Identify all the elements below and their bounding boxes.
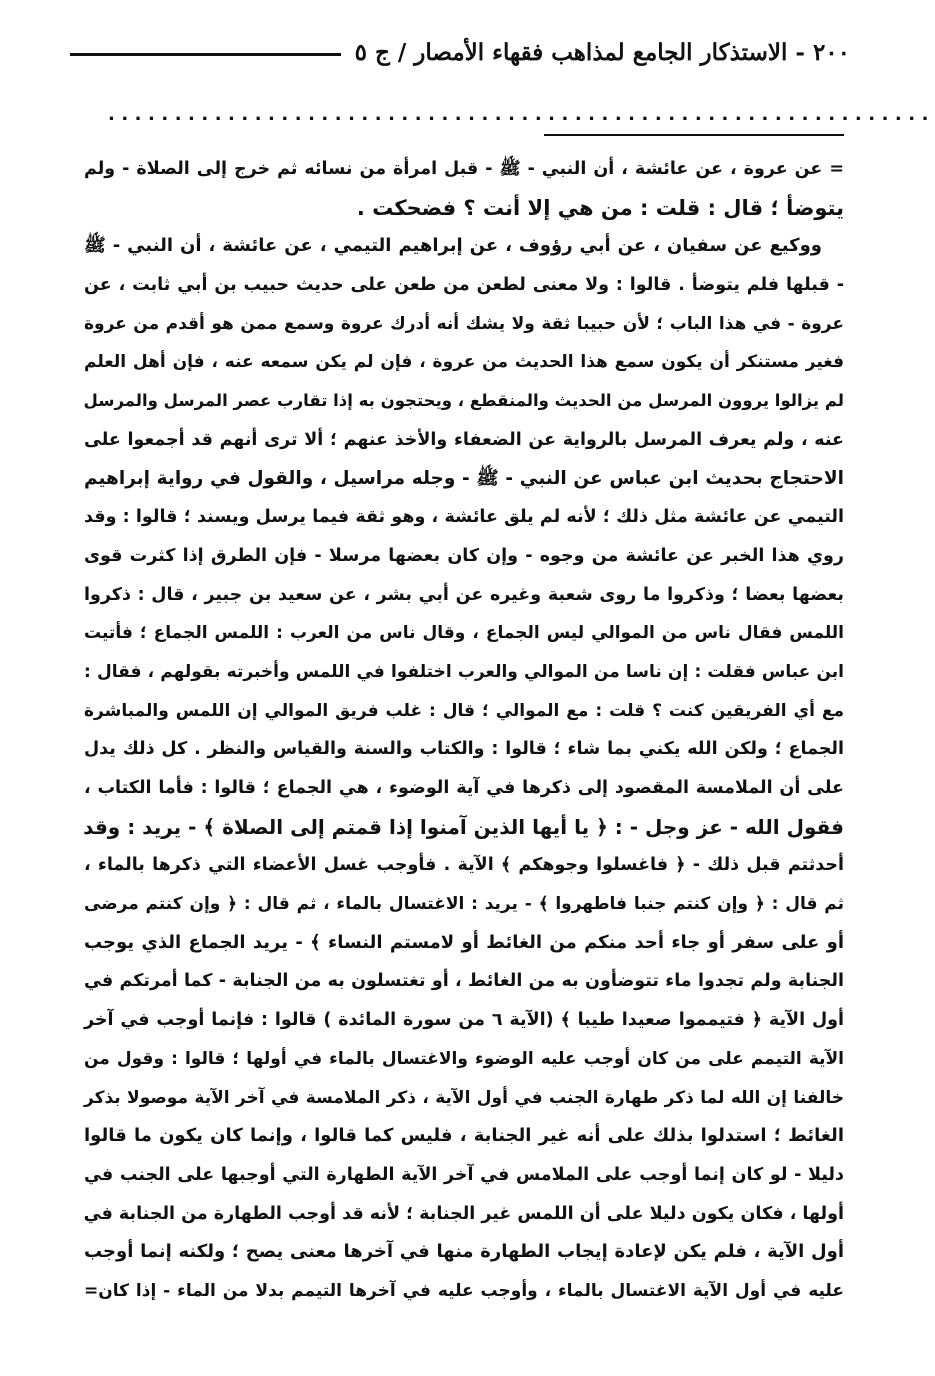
text-line: ثم قال : ﴿ وإن كنتم جنبا فاطهروا ﴾ - يريد : الاغتسال بالماء ، ثم قال : ﴿ وإن كنتم مرضى [84, 894, 844, 915]
text-line: عروة - في هذا الباب ؛ لأن حبيبا ثقة ولا يشك أنه أدرك عروة وسمع ممن هو أقدم من عروة [84, 313, 844, 334]
running-head [70, 34, 850, 70]
body-text [84, 150, 844, 1311]
text-line: فقول الله - عز وجل - : ﴿ يا أيها الذين آمنوا إذا قمتم إلى الصلاة ﴾ - يريد : وقد [83, 814, 844, 839]
text-line: الغائط ؛ استدلوا بذلك على أنه غير الجنابة ، فليس كما قالوا ، وإنما كان يكون ما قالوا [84, 1125, 844, 1147]
text-line: يتوضأ ؛ قال : قلت : من هي إلا أنت ؟ فضحكت . [356, 195, 844, 220]
text-line: فغير مستنكر أن يكون سمع هذا الحديث من عروة ، فإن لم يكن سمعه عنه ، فإن أهل العلم [84, 352, 844, 373]
text-line: ووكيع عن سفيان ، عن أبي رؤوف ، عن إبراهيم التيمي ، عن عائشة ، أن النبي - ﷺ [84, 235, 822, 257]
text-line: أول الآية ، فلم يكن لإعادة إيجاب الطهارة منها في آخرها معنى يصح ؛ ولكنه إنما أوجب [84, 1241, 844, 1263]
running-head-text: ٢٠٠ - الاستذكار الجامع لمذاهب فقهاء الأمصار / ج ٥ [354, 38, 850, 66]
text-line: مع أي الفريقين كنت ؟ قلت : مع الموالي ؛ قال : غلب فريق الموالي إن اللمس والمباشرة [84, 700, 844, 721]
text-line: على أن الملامسة المقصود إلى ذكرها في آية الوضوء ، هي الجماع ؛ قالوا : فأما الكتاب ، [84, 778, 844, 798]
text-line: ابن عباس فقلت : إن ناسا من الموالي والعرب اختلفوا في اللمس وأخبرته بقولهم ، فقال : [84, 661, 844, 682]
text-line: = عن عروة ، عن عائشة ، أن النبي - ﷺ - قبل امرأة من نسائه ثم خرج إلى الصلاة - ولم [84, 159, 844, 179]
text-line: أولها ، فكان يكون دليلا على أن اللمس غير الجنابة ؛ لأنه قد أوجب الطهارة من الجنابة في [83, 1203, 844, 1224]
footnote-rule [544, 134, 844, 136]
text-line: لم يزالوا يروون المرسل من الحديث والمنقطع ، ويحتجون به إذا تقارب عصر المرسل والمرسل [83, 391, 844, 411]
text-line: عليه في أول الآية الاغتسال بالماء ، وأوجب عليه في آخرها التيمم بدلا من الماء - إذا كان= [84, 1280, 844, 1301]
text-line: أحدثتم قبل ذلك - ﴿ فاغسلوا وجوهكم ﴾ الآية . فأوجب غسل الأعضاء التي ذكرها بالماء ، [84, 855, 844, 876]
text-line: عنه ، ولم يعرف المرسل بالرواية عن الضعفاء والأخذ عنهم ؛ ألا ترى أنهم قد أجمعوا على [84, 429, 844, 450]
text-line: أو على سفر أو جاء أحد منكم من الغائط أو لامستم النساء ﴾ - يريد الجماع الذي يوجب [84, 931, 844, 953]
text-line: اللمس فقال ناس من الموالي ليس الجماع ، وقال ناس من العرب : اللمس الجماع ؛ فأتيت [84, 623, 844, 644]
text-line: التيمي عن عائشة مثل ذلك ؛ لأنه لم يلق عائشة ، وهو ثقة فيما يرسل ويسند ؛ قالوا : وقد [84, 507, 844, 528]
text-line: دليلا - لو كان إنما أوجب على الملامس في آخر الآية الطهارة التي أوجبها على الجنب في [84, 1164, 844, 1185]
text-line: الآية التيمم على من كان أوجب عليه الوضوء والاغتسال بالماء في أولها ؛ قالوا : وقول من [84, 1048, 844, 1069]
text-line: الجنابة ولم تجدوا ماء تتوضأون به من الغائط ، أو تغتسلون به من الجنابة - كما أمرتكم في [84, 971, 844, 992]
text-line: روي هذا الخبر عن عائشة من وجوه - وإن كان بعضها مرسلا - فإن الطرق إذا كثرت قوى [84, 545, 844, 566]
text-line: أول الآية ﴿ فتيمموا صعيدا طيبا ﴾ (الآية ٦ من سورة المائدة ) قالوا : فإنما أوجب في آخر [84, 1010, 844, 1031]
separator-dots: .............................................................. [108, 104, 935, 125]
running-head-rule [70, 53, 341, 56]
text-line: بعضها بعضا ؛ وذكروا ما روى شعبة وغيره عن أبي بشر ، عن سعيد بن جبير ، قال : ذكروا [84, 584, 844, 605]
text-line: الاحتجاج بحديث ابن عباس عن النبي - ﷺ - وجله مراسيل ، والقول في رواية إبراهيم [84, 467, 844, 489]
text-line: خالفنا إن الله لما ذكر طهارة الجنب في أول الآية ، ذكر الملامسة في آخر الآية موصولا بذكر [84, 1087, 844, 1108]
text-line: - قبلها فلم يتوضأ . قالوا : ولا معنى لطعن من طعن على حديث حبيب بن أبي ثابت ، عن [84, 275, 844, 296]
text-line: الجماع ؛ ولكن الله يكني بما شاء ؛ قالوا : والكتاب والسنة والقياس والنظر . كل ذلك يدل [84, 739, 844, 760]
